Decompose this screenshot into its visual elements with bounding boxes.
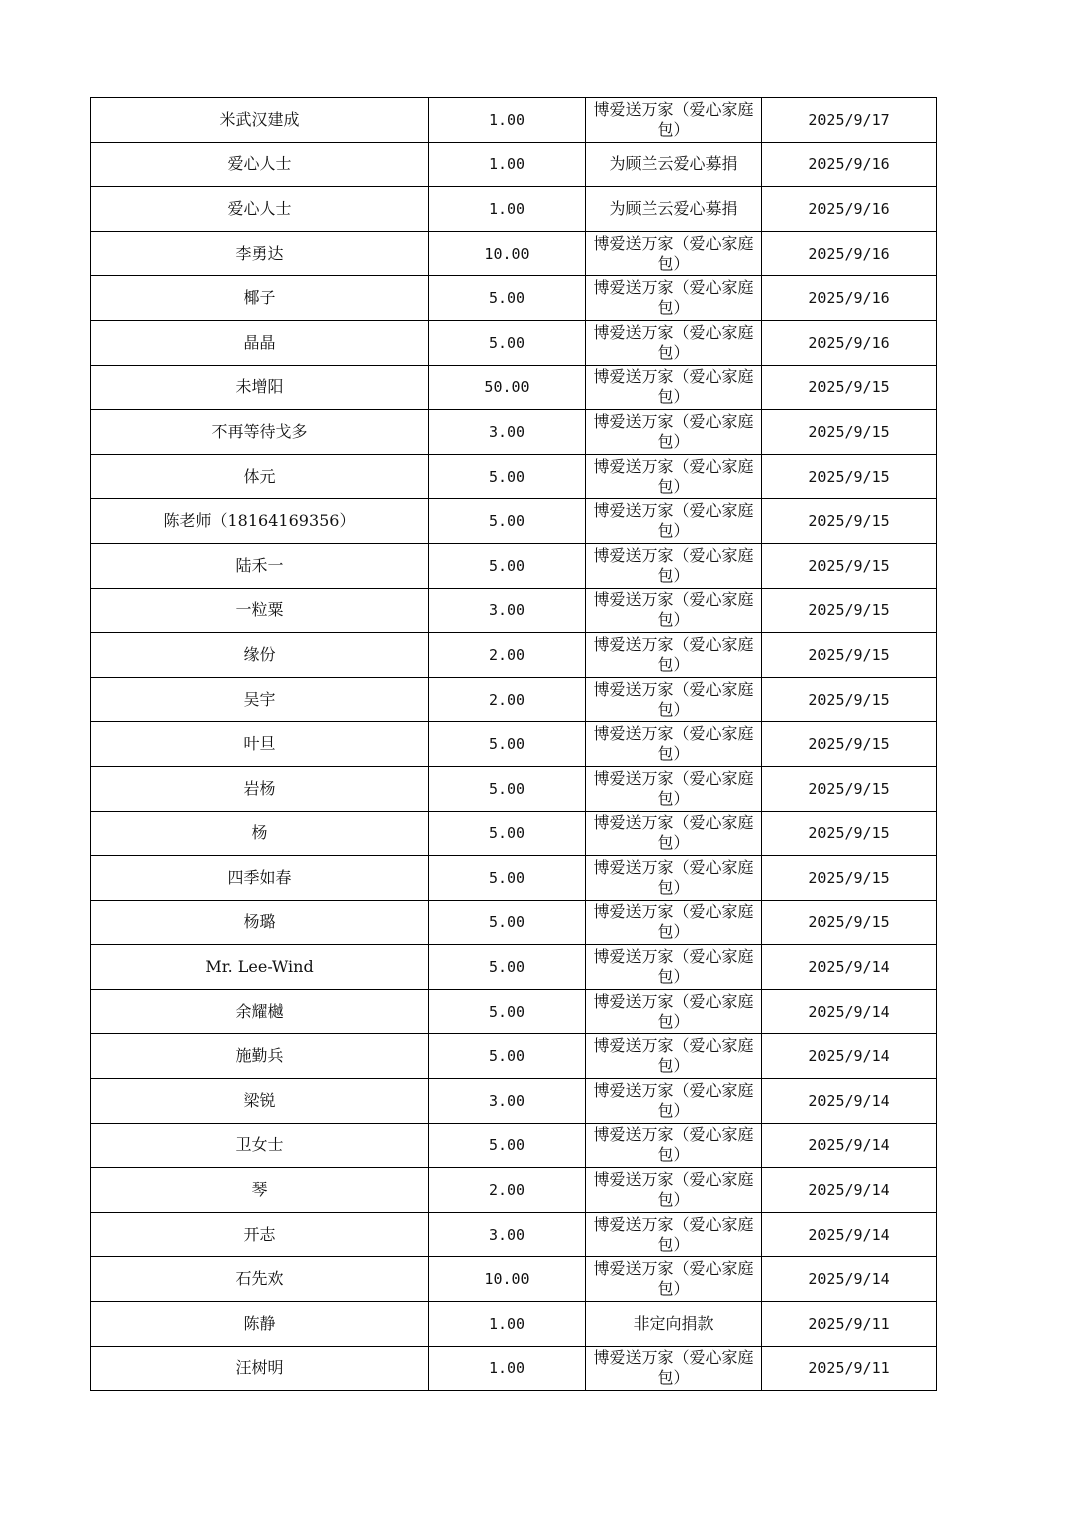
purpose-cell: 博爱送万家（爱心家庭包） bbox=[586, 677, 762, 722]
table-row bbox=[91, 766, 937, 811]
table-row bbox=[91, 231, 937, 276]
date-cell: 2025/9/15 bbox=[762, 410, 937, 455]
amount-cell: 5.00 bbox=[429, 1123, 586, 1168]
purpose-cell: 博爱送万家（爱心家庭包） bbox=[586, 1123, 762, 1168]
donor-name-cell: 米武汉建成 bbox=[91, 98, 429, 143]
purpose-cell: 博爱送万家（爱心家庭包） bbox=[586, 543, 762, 588]
date-cell: 2025/9/11 bbox=[762, 1346, 937, 1391]
date-cell: 2025/9/11 bbox=[762, 1302, 937, 1347]
donor-name-cell: 汪树明 bbox=[91, 1346, 429, 1391]
table-row bbox=[91, 856, 937, 901]
purpose-cell: 博爱送万家（爱心家庭包） bbox=[586, 499, 762, 544]
table-row bbox=[91, 454, 937, 499]
table-row bbox=[91, 1079, 937, 1124]
amount-cell: 2.00 bbox=[429, 677, 586, 722]
purpose-cell: 博爱送万家（爱心家庭包） bbox=[586, 945, 762, 990]
amount-cell: 1.00 bbox=[429, 98, 586, 143]
donor-name-cell: 一粒粟 bbox=[91, 588, 429, 633]
purpose-cell: 博爱送万家（爱心家庭包） bbox=[586, 588, 762, 633]
amount-cell: 5.00 bbox=[429, 766, 586, 811]
table-row bbox=[91, 900, 937, 945]
date-cell: 2025/9/16 bbox=[762, 187, 937, 232]
date-cell: 2025/9/14 bbox=[762, 1212, 937, 1257]
table-row bbox=[91, 543, 937, 588]
donor-name-cell: 杨璐 bbox=[91, 900, 429, 945]
purpose-cell: 博爱送万家（爱心家庭包） bbox=[586, 722, 762, 767]
date-cell: 2025/9/14 bbox=[762, 1034, 937, 1079]
table-row bbox=[91, 588, 937, 633]
donor-name-cell: 缘份 bbox=[91, 633, 429, 678]
donor-name-cell: 余耀樾 bbox=[91, 989, 429, 1034]
table-row bbox=[91, 633, 937, 678]
table-row bbox=[91, 1168, 937, 1213]
date-cell: 2025/9/14 bbox=[762, 1123, 937, 1168]
date-cell: 2025/9/15 bbox=[762, 900, 937, 945]
date-cell: 2025/9/14 bbox=[762, 1257, 937, 1302]
amount-cell: 1.00 bbox=[429, 1302, 586, 1347]
amount-cell: 2.00 bbox=[429, 1168, 586, 1213]
date-cell: 2025/9/14 bbox=[762, 1168, 937, 1213]
donor-name-cell: 梁锐 bbox=[91, 1079, 429, 1124]
donor-name-cell: 琴 bbox=[91, 1168, 429, 1213]
purpose-cell: 博爱送万家（爱心家庭包） bbox=[586, 856, 762, 901]
table-row bbox=[91, 945, 937, 990]
donor-name-cell: 椰子 bbox=[91, 276, 429, 321]
amount-cell: 1.00 bbox=[429, 187, 586, 232]
donor-name-cell: 陆禾一 bbox=[91, 543, 429, 588]
date-cell: 2025/9/15 bbox=[762, 588, 937, 633]
table-row bbox=[91, 187, 937, 232]
purpose-cell: 非定向捐款 bbox=[586, 1302, 762, 1347]
donor-name-cell: 吴宇 bbox=[91, 677, 429, 722]
date-cell: 2025/9/15 bbox=[762, 454, 937, 499]
date-cell: 2025/9/15 bbox=[762, 543, 937, 588]
date-cell: 2025/9/15 bbox=[762, 722, 937, 767]
amount-cell: 5.00 bbox=[429, 722, 586, 767]
donor-name-cell: 不再等待戈多 bbox=[91, 410, 429, 455]
amount-cell: 10.00 bbox=[429, 231, 586, 276]
purpose-cell: 博爱送万家（爱心家庭包） bbox=[586, 1212, 762, 1257]
amount-cell: 5.00 bbox=[429, 320, 586, 365]
donor-name-cell: 岩杨 bbox=[91, 766, 429, 811]
date-cell: 2025/9/14 bbox=[762, 989, 937, 1034]
date-cell: 2025/9/15 bbox=[762, 766, 937, 811]
amount-cell: 10.00 bbox=[429, 1257, 586, 1302]
amount-cell: 3.00 bbox=[429, 410, 586, 455]
table-row bbox=[91, 677, 937, 722]
purpose-cell: 为顾兰云爱心募捐 bbox=[586, 187, 762, 232]
date-cell: 2025/9/15 bbox=[762, 633, 937, 678]
table-row bbox=[91, 989, 937, 1034]
table-row bbox=[91, 142, 937, 187]
purpose-cell: 为顾兰云爱心募捐 bbox=[586, 142, 762, 187]
amount-cell: 3.00 bbox=[429, 1212, 586, 1257]
donor-name-cell: 李勇达 bbox=[91, 231, 429, 276]
purpose-cell: 博爱送万家（爱心家庭包） bbox=[586, 1168, 762, 1213]
purpose-cell: 博爱送万家（爱心家庭包） bbox=[586, 98, 762, 143]
table-row bbox=[91, 1034, 937, 1079]
date-cell: 2025/9/17 bbox=[762, 98, 937, 143]
amount-cell: 1.00 bbox=[429, 1346, 586, 1391]
amount-cell: 2.00 bbox=[429, 633, 586, 678]
table-row bbox=[91, 1123, 937, 1168]
table-row bbox=[91, 1257, 937, 1302]
purpose-cell: 博爱送万家（爱心家庭包） bbox=[586, 633, 762, 678]
table-row bbox=[91, 1212, 937, 1257]
amount-cell: 5.00 bbox=[429, 276, 586, 321]
purpose-cell: 博爱送万家（爱心家庭包） bbox=[586, 811, 762, 856]
date-cell: 2025/9/15 bbox=[762, 499, 937, 544]
date-cell: 2025/9/16 bbox=[762, 142, 937, 187]
purpose-cell: 博爱送万家（爱心家庭包） bbox=[586, 365, 762, 410]
donation-table bbox=[90, 97, 937, 1391]
amount-cell: 3.00 bbox=[429, 1079, 586, 1124]
purpose-cell: 博爱送万家（爱心家庭包） bbox=[586, 231, 762, 276]
amount-cell: 5.00 bbox=[429, 454, 586, 499]
donor-name-cell: 未增阳 bbox=[91, 365, 429, 410]
purpose-cell: 博爱送万家（爱心家庭包） bbox=[586, 454, 762, 499]
table-row bbox=[91, 98, 937, 143]
purpose-cell: 博爱送万家（爱心家庭包） bbox=[586, 989, 762, 1034]
date-cell: 2025/9/16 bbox=[762, 231, 937, 276]
date-cell: 2025/9/15 bbox=[762, 856, 937, 901]
amount-cell: 5.00 bbox=[429, 989, 586, 1034]
date-cell: 2025/9/15 bbox=[762, 811, 937, 856]
amount-cell: 5.00 bbox=[429, 499, 586, 544]
table-row bbox=[91, 811, 937, 856]
amount-cell: 5.00 bbox=[429, 856, 586, 901]
table-row bbox=[91, 1346, 937, 1391]
donor-name-cell: 陈老师（18164169356） bbox=[91, 499, 429, 544]
purpose-cell: 博爱送万家（爱心家庭包） bbox=[586, 320, 762, 365]
donor-name-cell: 卫女士 bbox=[91, 1123, 429, 1168]
donor-name-cell: 陈静 bbox=[91, 1302, 429, 1347]
purpose-cell: 博爱送万家（爱心家庭包） bbox=[586, 1079, 762, 1124]
amount-cell: 5.00 bbox=[429, 1034, 586, 1079]
amount-cell: 5.00 bbox=[429, 543, 586, 588]
donor-name-cell: 开志 bbox=[91, 1212, 429, 1257]
table-row bbox=[91, 365, 937, 410]
donor-name-cell: 爱心人士 bbox=[91, 187, 429, 232]
table-row bbox=[91, 722, 937, 767]
purpose-cell: 博爱送万家（爱心家庭包） bbox=[586, 276, 762, 321]
donor-name-cell: 施勤兵 bbox=[91, 1034, 429, 1079]
donor-name-cell: 四季如春 bbox=[91, 856, 429, 901]
table-row bbox=[91, 276, 937, 321]
amount-cell: 5.00 bbox=[429, 811, 586, 856]
amount-cell: 5.00 bbox=[429, 900, 586, 945]
purpose-cell: 博爱送万家（爱心家庭包） bbox=[586, 1034, 762, 1079]
date-cell: 2025/9/15 bbox=[762, 365, 937, 410]
date-cell: 2025/9/16 bbox=[762, 320, 937, 365]
donor-name-cell: Mr. Lee-Wind bbox=[91, 945, 429, 990]
amount-cell: 1.00 bbox=[429, 142, 586, 187]
purpose-cell: 博爱送万家（爱心家庭包） bbox=[586, 410, 762, 455]
purpose-cell: 博爱送万家（爱心家庭包） bbox=[586, 900, 762, 945]
date-cell: 2025/9/16 bbox=[762, 276, 937, 321]
donor-name-cell: 爱心人士 bbox=[91, 142, 429, 187]
table-row bbox=[91, 499, 937, 544]
table-row bbox=[91, 1302, 937, 1347]
amount-cell: 5.00 bbox=[429, 945, 586, 990]
purpose-cell: 博爱送万家（爱心家庭包） bbox=[586, 766, 762, 811]
date-cell: 2025/9/14 bbox=[762, 945, 937, 990]
donor-name-cell: 石先欢 bbox=[91, 1257, 429, 1302]
purpose-cell: 博爱送万家（爱心家庭包） bbox=[586, 1257, 762, 1302]
donor-name-cell: 叶旦 bbox=[91, 722, 429, 767]
purpose-cell: 博爱送万家（爱心家庭包） bbox=[586, 1346, 762, 1391]
amount-cell: 50.00 bbox=[429, 365, 586, 410]
amount-cell: 3.00 bbox=[429, 588, 586, 633]
donor-name-cell: 晶晶 bbox=[91, 320, 429, 365]
date-cell: 2025/9/15 bbox=[762, 677, 937, 722]
table-row bbox=[91, 410, 937, 455]
donation-table-body bbox=[91, 98, 937, 1391]
table-row bbox=[91, 320, 937, 365]
donor-name-cell: 体元 bbox=[91, 454, 429, 499]
date-cell: 2025/9/14 bbox=[762, 1079, 937, 1124]
donor-name-cell: 杨 bbox=[91, 811, 429, 856]
